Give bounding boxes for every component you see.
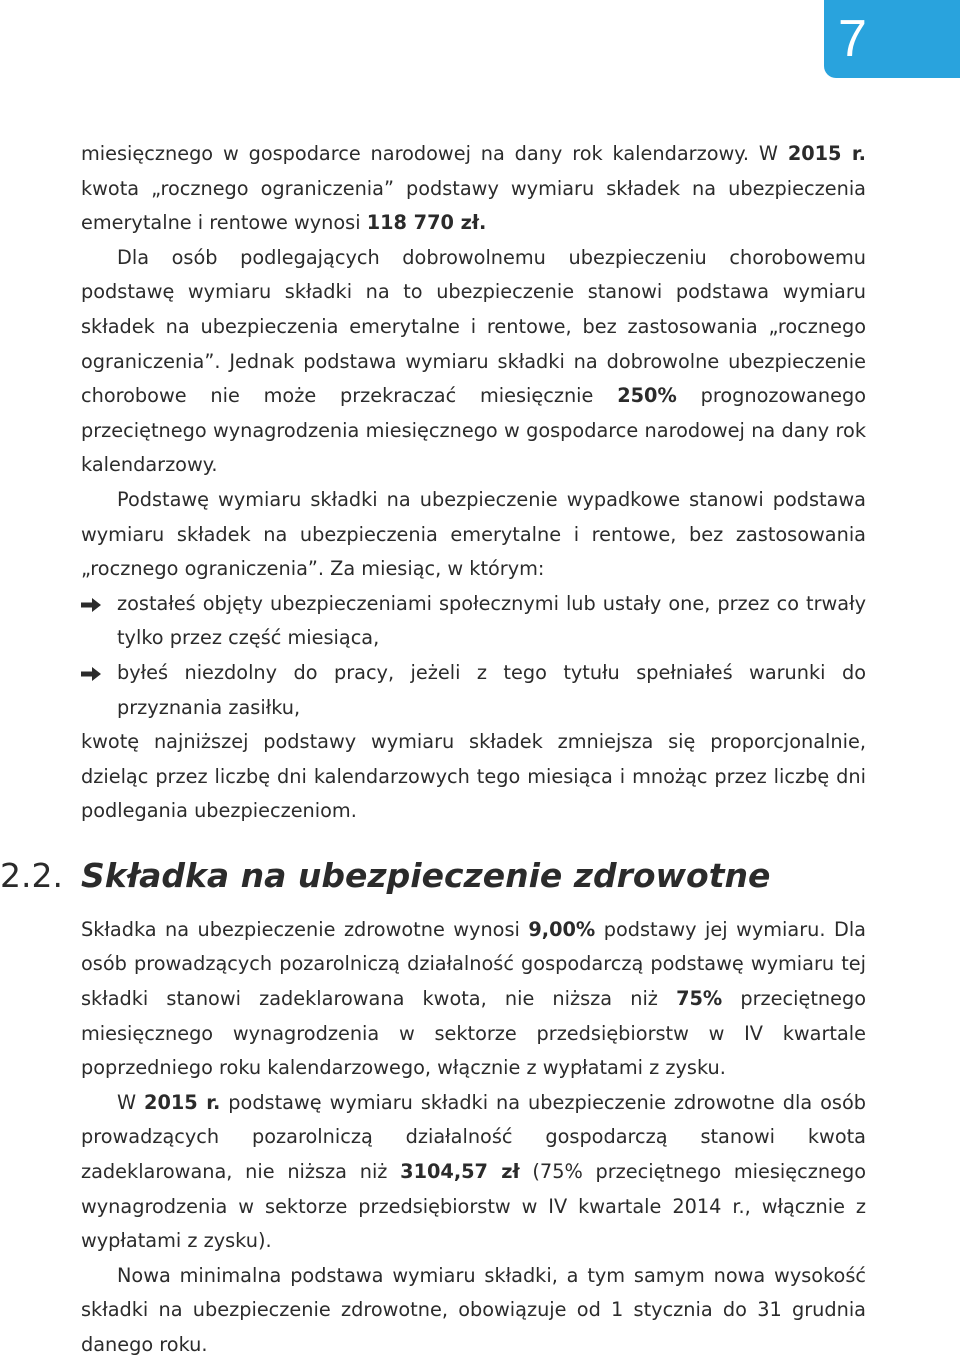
text-run: (75% przeciętnego miesięcznego wynagrodzenia w sektorze przedsiębiorstw w IV kwartale 2014 r., włącznie z wypłatami z zysku). [81, 1160, 866, 1253]
page-number: 7 [838, 10, 867, 68]
section-title: Składka na ubezpieczenie zdrowotne [81, 855, 771, 895]
text-run: miesięcznego w gospodarce narodowej na dany rok kalendarzowy. W [81, 142, 788, 165]
health-base-amount: 3104,57 zł [400, 1160, 520, 1184]
list-item-text: zostałeś objęty ubezpieczeniami społecznymi lub ustały one, przez co trwały tylko przez część miesiąca, [117, 591, 866, 650]
text-run: Dla osób podlegających dobrowolnemu ubezpieczeniu chorobowemu podstawę wymiaru składki na to ubezpieczenie stanowi podstawa wymiaru składek na ubezpieczenia emerytalne i rentowe, bez zastosowania „rocznego ograniczenia”. Jednak podstawa wymiaru składki na dobrowolne ubezpieczenie chorobowe nie może przekraczać miesięcznie [81, 245, 866, 408]
text-run: podstawę wymiaru składki na ubezpieczenie zdrowotne dla osób prowadzących pozarolniczą działalność gospodarczą stanowi kwota zadeklarowana, nie niższa niż [81, 1090, 866, 1184]
health-rate-percent: 9,00% [528, 917, 596, 941]
text-run: prognozowanego przeciętnego wynagrodzenia miesięcznego w gospodarce narodowej na dany rok kalendarzowy. [81, 384, 866, 477]
paragraph-sickness-insurance [81, 241, 866, 483]
conditions-list [81, 587, 866, 725]
paragraph-health-rate [81, 913, 866, 1086]
page-number-tab [824, 0, 960, 78]
paragraph-annual-limit [81, 137, 866, 241]
page-content [0, 137, 866, 1363]
arrow-right-icon [81, 598, 101, 612]
sickness-limit-percent: 250% [617, 384, 677, 408]
paragraph-accident-insurance [81, 483, 866, 587]
text-run: podstawy jej wymiaru. Dla osób prowadzących pozarolniczą działalność gospodarczą podstawę wymiaru tej składki stanowi zadeklarowana kwota, nie niższa niż [81, 917, 866, 1011]
text-run: W [117, 1090, 145, 1114]
list-item-text: byłeś niezdolny do pracy, jeżeli z tego tytułu spełniałeś warunki do przyznania zasiłku, [117, 660, 866, 719]
text-run: Składka na ubezpieczenie zdrowotne wynosi [81, 917, 529, 941]
base-percent: 75% [676, 987, 723, 1011]
list-item [81, 587, 866, 656]
text-run: kwota „rocznego ograniczenia” podstawy wymiaru składek na ubezpieczenia emerytalne i rentowe wynosi [81, 176, 866, 235]
paragraph-proportional-reduction [81, 725, 866, 829]
text-run: przeciętnego miesięcznego wynagrodzenia w sektorze przedsiębiorstw w IV kwartale poprzedniego roku kalendarzowego, włącznie z wypłatami z zysku. [81, 987, 866, 1080]
year-2015: 2015 r. [144, 1090, 221, 1114]
paragraph-validity [81, 1259, 866, 1363]
paragraph-health-base-2015 [81, 1086, 866, 1259]
arrow-right-icon [81, 667, 101, 681]
section-number: 2.2. [0, 855, 63, 895]
year-2015: 2015 r. [787, 142, 866, 165]
text-run: kwotę najniższej podstawy wymiaru składek zmniejsza się proporcjonalnie, dzieląc przez liczbę dni kalendarzowych tego miesiąca i mnożąc przez liczbę dni podlegania ubezpieczeniom. [81, 730, 866, 823]
annual-limit-amount: 118 770 zł. [366, 211, 487, 235]
text-run: Podstawę wymiaru składki na ubezpieczenie wypadkowe stanowi podstawa wymiaru składek na ubezpieczenia emerytalne i rentowe, bez zastosowania „rocznego ograniczenia”. Za miesiąc, w którym: [81, 487, 866, 581]
section-heading [0, 849, 866, 903]
text-run: Nowa minimalna podstawa wymiaru składki, a tym samym nowa wysokość składki na ubezpieczenie zdrowotne, obowiązuje od 1 stycznia do 31 grudnia danego roku. [81, 1263, 866, 1356]
list-item [81, 656, 866, 725]
